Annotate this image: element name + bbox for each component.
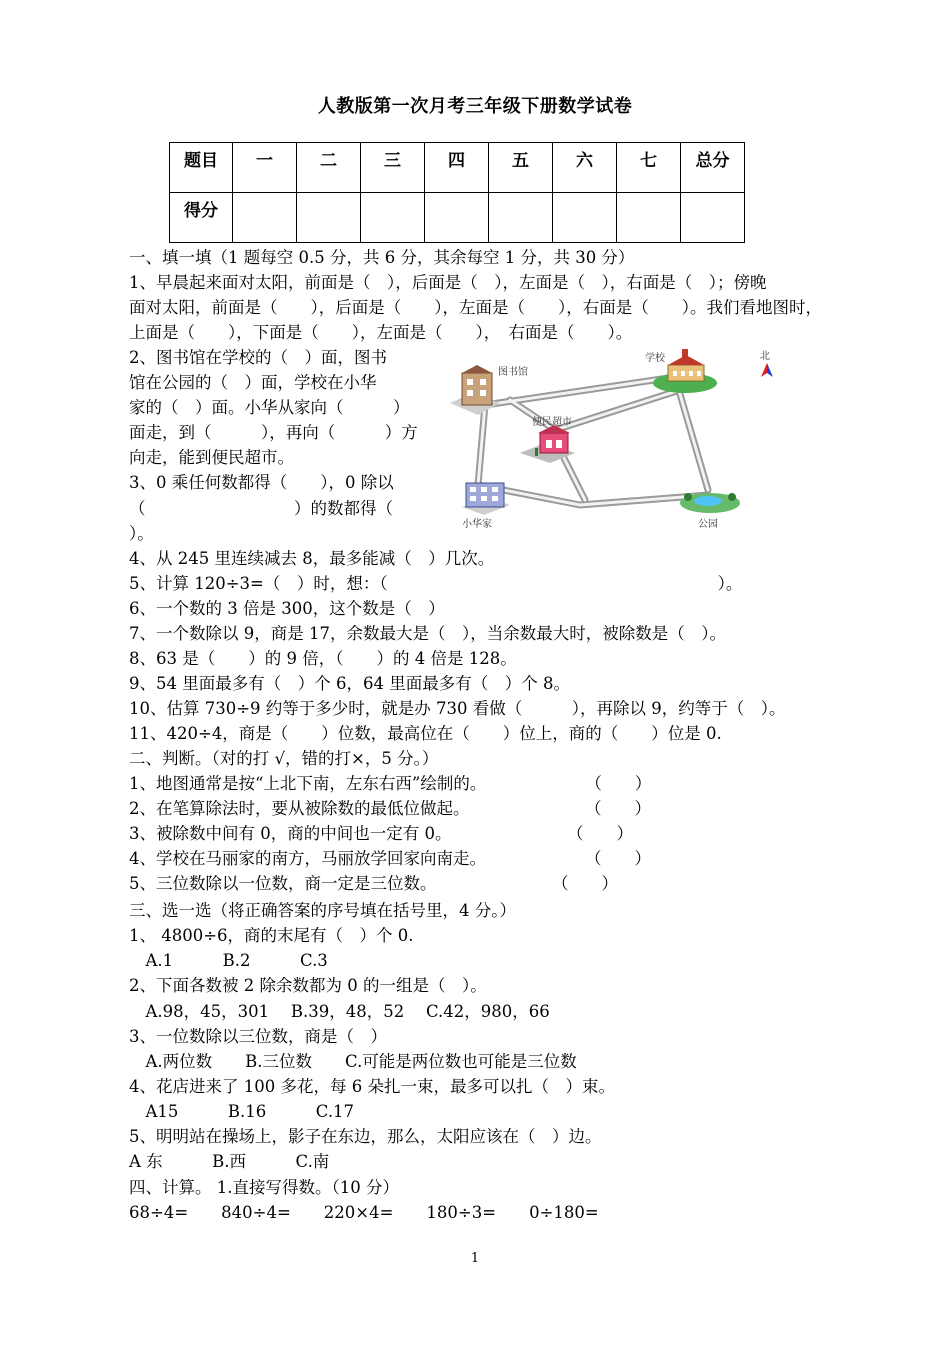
question-text: 2、图书馆在学校的（ ）面，图书	[129, 348, 387, 367]
header-cell: 七	[617, 143, 681, 193]
map-label-home: 小华家	[462, 519, 492, 530]
score-cell	[553, 193, 617, 243]
header-cell: 四	[425, 143, 489, 193]
question-text: 6、一个数的 3 倍是 300，这个数是（ ）	[129, 599, 445, 618]
question-text: 4、从 245 里连续减去 8，最多能减（ ）几次。	[129, 549, 495, 568]
header-cell: 五	[489, 143, 553, 193]
question-text: 1、 4800÷6，商的末尾有（ ）个 0.	[129, 926, 414, 945]
answer-options: A 东 B.西 C.南	[129, 1152, 330, 1171]
question-text: 1、早晨起来面对太阳，前面是（ ），后面是（ ），左面是（ ），右面是（ ）；傍晚	[129, 273, 767, 292]
header-cell: 二	[297, 143, 361, 193]
question-text: 5、计算 120÷3=（ ）时，想：（ ）。	[129, 574, 743, 593]
question-text: 3、被除数中间有 0，商的中间也一定有 0。 （ ）	[129, 824, 633, 843]
score-cell	[617, 193, 681, 243]
question-text: 家的（ ）面。小华从家向（ ）	[129, 398, 410, 417]
park-icon	[680, 493, 740, 513]
header-cell: 题目	[170, 143, 233, 193]
question-text: 10、估算 730÷9 约等于多少时，就是办 730 看做（ ），再除以 9，约等于（ ）。	[129, 699, 786, 718]
question-text: 上面是（ ），下面是（ ），左面是（ ）， 右面是（ ）。	[129, 323, 633, 342]
question-text: 馆在公园的（ ）面，学校在小华	[129, 373, 377, 392]
question-text: 2、下面各数被 2 除余数都为 0 的一组是（ ）。	[129, 976, 487, 995]
page-number: 1	[470, 1251, 480, 1266]
score-cell	[361, 193, 425, 243]
question-text: 7、一个数除以 9，商是 17，余数最大是（ ），当余数最大时，被除数是（ ）。	[129, 624, 726, 643]
question-text: ）。	[129, 524, 154, 543]
row-label-cell: 得分	[170, 193, 233, 243]
question-text: 2、在笔算除法时，要从被除数的最低位做起。 （ ）	[129, 799, 651, 818]
question-text: 4、花店进来了 100 多花，每 6 朵扎一束，最多可以扎（ ）束。	[129, 1077, 615, 1096]
map-label-park: 公园	[698, 519, 718, 530]
library-icon	[450, 365, 500, 415]
question-text: 3、一位数除以三位数，商是（ ）	[129, 1027, 387, 1046]
score-cell	[425, 193, 489, 243]
question-text: 11、420÷4，商是（ ）位数，最高位在（ ）位上，商的（ ）位是 0.	[129, 724, 722, 743]
section-4-heading: 四、计算。 1.直接写得数。（10 分）	[129, 1178, 399, 1197]
score-cell	[681, 193, 745, 243]
header-cell: 六	[553, 143, 617, 193]
answer-options: A15 B.16 C.17	[129, 1102, 355, 1121]
answer-options: A.两位数 B.三位数 C.可能是两位数也可能是三位数	[129, 1052, 577, 1071]
map-label-school: 学校	[645, 353, 665, 364]
score-table	[169, 142, 745, 243]
section-2-heading: 二、判断。（对的打 √，错的打×，5 分。）	[129, 749, 439, 768]
score-table-header-row	[170, 143, 745, 193]
answer-options: A.1 B.2 C.3	[129, 951, 328, 970]
score-cell	[233, 193, 297, 243]
map-label-library: 图书馆	[498, 367, 528, 378]
question-text: 8、63 是（ ）的 9 倍，（ ）的 4 倍是 128。	[129, 649, 517, 668]
map-label-supermarket: 便民超市	[532, 417, 572, 428]
answer-options: A.98，45，301 B.39，48，52 C.42，980，66	[129, 1002, 550, 1021]
question-text: 5、明明站在操场上，影子在东边，那么，太阳应该在（ ）边。	[129, 1127, 602, 1146]
header-cell: 三	[361, 143, 425, 193]
question-text: 3、0 乘任何数都得（ ），0 除以	[129, 473, 394, 492]
question-text: 9、54 里面最多有（ ）个 6，64 里面最多有（ ）个 8。	[129, 674, 570, 693]
score-table-score-row	[170, 193, 745, 243]
question-text: 面对太阳，前面是（ ），后面是（ ），左面是（ ），右面是（ ）。我们看地图时，	[129, 298, 822, 317]
page-title: 人教版第一次月考三年级下册数学试卷	[317, 96, 633, 117]
question-text: （ ）的数都得（	[129, 499, 393, 518]
header-cell: 总分	[681, 143, 745, 193]
header-cell: 一	[233, 143, 297, 193]
question-text: 5、三位数除以一位数，商一定是三位数。 （ ）	[129, 874, 618, 893]
section-3-heading: 三、选一选（将正确答案的序号填在括号里，4 分。）	[129, 901, 516, 920]
home-icon	[462, 483, 510, 515]
north-arrow-icon	[761, 363, 773, 377]
map-illustration	[440, 345, 785, 535]
question-text: 向走，能到便民超市。	[129, 448, 294, 467]
score-cell	[297, 193, 361, 243]
section-1-heading: 一、填一填（1 题每空 0.5 分，共 6 分，其余每空 1 分，共 30 分）	[129, 248, 635, 267]
question-text: 1、地图通常是按“上北下南，左东右西”绘制的。 （ ）	[129, 774, 652, 793]
question-text: 4、学校在马丽家的南方，马丽放学回家向南走。 （ ）	[129, 849, 651, 868]
map-roads	[478, 377, 708, 505]
map-label-north: 北	[760, 351, 770, 362]
calc-row: 68÷4= 840÷4= 220×4= 180÷3= 0÷180=	[129, 1203, 599, 1222]
question-text: 面走，到（ ），再向（ ）方	[129, 423, 418, 442]
score-cell	[489, 193, 553, 243]
